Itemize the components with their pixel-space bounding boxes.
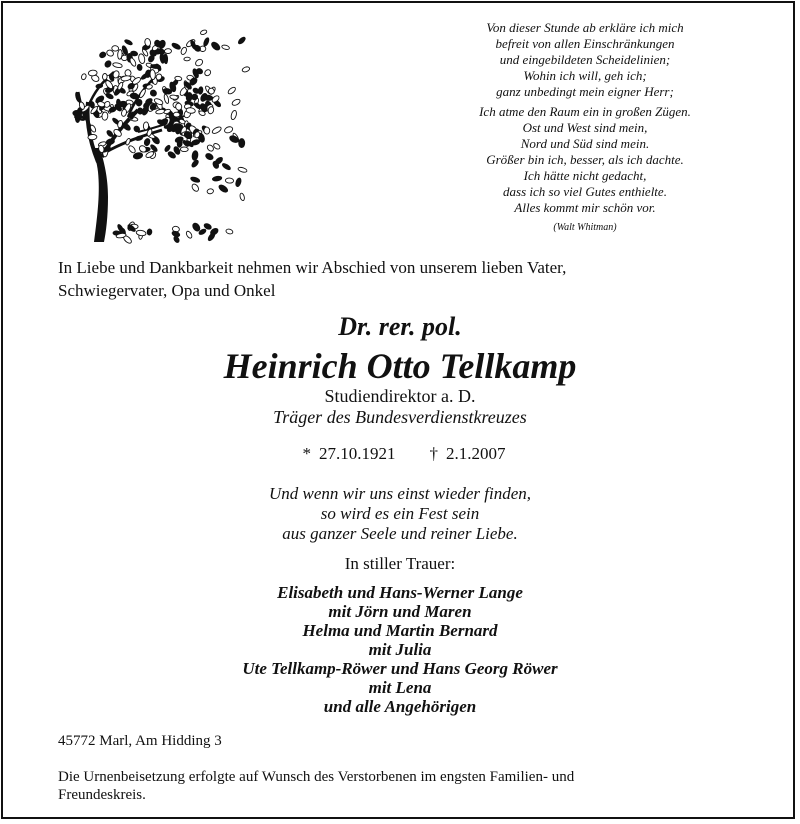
leaf-icon <box>237 166 247 173</box>
poem-line: Ich atme den Raum ein in großen Zügen. <box>479 104 691 119</box>
leaf-icon <box>239 193 245 201</box>
leaf-icon <box>147 229 152 236</box>
leaf-icon <box>112 62 122 68</box>
poem-stanza-2 <box>420 104 750 216</box>
intro-line: In Liebe und Dankbarkeit nehmen wir Abschied von unserem lieben Vater, <box>58 258 567 277</box>
burial-note <box>58 768 758 804</box>
poem-attribution: (Walt Whitman) <box>553 222 617 233</box>
leaf-icon <box>99 51 107 59</box>
mourner-line: mit Jörn und Maren <box>328 602 472 621</box>
leaf-icon <box>229 134 240 143</box>
leaf-icon <box>191 183 200 193</box>
mourning-heading: In stiller Trauer: <box>344 554 456 573</box>
address: 45772 Marl, Am Hidding 3 <box>58 733 222 749</box>
note-line: Freundeskreis. <box>58 787 146 803</box>
quote-line: Und wenn wir uns einst wieder finden, <box>268 484 532 503</box>
poem-line: befreit von allen Einschränkungen <box>495 36 675 51</box>
death-cross-icon: † <box>429 444 438 463</box>
leaf-icon <box>212 176 222 182</box>
leaf-icon <box>88 70 97 76</box>
leaf-icon <box>190 176 200 183</box>
leaf-icon <box>163 94 169 104</box>
mourner-line: Ute Tellkamp-Röwer und Hans Georg Röwer <box>242 659 558 678</box>
poem-line: ganz unbedingt mein eigner Herr; <box>496 84 674 99</box>
leaf-icon <box>184 57 191 61</box>
leaf-icon <box>231 98 241 107</box>
leaf-icon <box>104 60 112 69</box>
leaf-icon <box>105 92 114 99</box>
quote-line: aus ganzer Seele und reiner Liebe. <box>282 524 518 543</box>
leaf-icon <box>150 144 159 153</box>
leaf-icon <box>117 49 122 59</box>
role-line: Studiendirektor a. D. <box>324 386 476 406</box>
leaf-icon <box>171 42 181 50</box>
leaf-icon <box>194 102 202 109</box>
leaf-icon <box>175 103 182 111</box>
leaf-icon <box>242 66 250 73</box>
leaf-icon <box>88 134 97 140</box>
birth-date: 27.10.1921 <box>319 444 396 463</box>
leaf-icon <box>185 230 193 239</box>
leaf-icon <box>122 122 132 132</box>
leaf-icon <box>180 46 187 55</box>
leaf-icon <box>221 162 231 170</box>
leaf-icon <box>130 93 139 100</box>
intro-line: Schwiegervater, Opa und Onkel <box>58 281 276 300</box>
mourner-line: Helma und Martin Bernard <box>302 621 498 640</box>
leaf-icon <box>221 44 230 50</box>
role-line: Träger des Bundesverdienstkreuzes <box>273 407 527 427</box>
life-dates <box>0 443 800 465</box>
leaf-icon <box>102 73 107 80</box>
leaf-icon <box>200 29 208 35</box>
leaf-icon <box>140 72 149 80</box>
leaf-icon <box>150 69 156 79</box>
leaf-icon <box>235 177 242 187</box>
leaf-icon <box>203 95 213 101</box>
leaf-icon <box>149 89 157 97</box>
windblown-tree-icon <box>68 12 250 244</box>
leaf-icon <box>81 73 87 80</box>
leaf-icon <box>224 126 234 134</box>
leaf-icon <box>207 188 214 194</box>
leaf-icon <box>135 135 143 141</box>
leaf-icon <box>143 138 150 147</box>
death-date: 2.1.2007 <box>446 444 506 463</box>
leaf-icon <box>112 45 119 51</box>
leaf-icon <box>137 64 143 71</box>
mourner-line: Elisabeth und Hans-Werner Lange <box>277 583 523 602</box>
leaf-icon <box>210 41 221 52</box>
leaf-icon <box>151 64 161 69</box>
leaf-icon <box>143 122 149 130</box>
leaf-icon <box>218 184 229 194</box>
poem-line: Nord und Süd sind mein. <box>520 136 650 151</box>
mourner-line: mit Lena <box>368 678 432 697</box>
poem-stanza-1 <box>420 20 750 100</box>
leaf-icon <box>173 112 180 117</box>
leaf-icon <box>136 230 146 237</box>
intro-text <box>58 256 758 302</box>
leaf-icon <box>227 86 237 95</box>
poem-line: Ich hätte nicht gedacht, <box>523 168 647 183</box>
poem-line: und eingebildeten Scheidelinien; <box>499 52 671 67</box>
leaf-icon <box>124 39 133 46</box>
leaf-icon <box>128 145 137 154</box>
memorial-quote <box>0 484 800 544</box>
leaf-icon <box>225 178 234 184</box>
leaf-icon <box>204 127 210 134</box>
leaf-icon <box>230 110 237 120</box>
leaf-icon <box>96 83 103 88</box>
leaf-icon <box>141 105 149 116</box>
academic-title: Dr. rer. pol. <box>338 312 462 341</box>
leaf-icon <box>225 228 233 234</box>
leaf-icon <box>74 115 83 119</box>
quote-line: so wird es ein Fest sein <box>320 504 480 523</box>
mourner-line: mit Julia <box>368 640 432 659</box>
leaf-icon <box>191 159 200 168</box>
leaf-icon <box>207 232 216 242</box>
poem <box>420 20 750 236</box>
leaf-icon <box>164 49 171 54</box>
leaf-icon <box>211 126 222 135</box>
deceased-name: Heinrich Otto Tellkamp <box>223 346 577 386</box>
mourner-line: und alle Angehörigen <box>323 697 477 716</box>
leaf-icon <box>105 138 115 146</box>
leaf-icon <box>125 138 131 146</box>
poem-line: Wohin ich will, geh ich; <box>523 68 647 83</box>
poem-line: Größer bin ich, besser, als ich dachte. <box>486 152 684 167</box>
mourners-list <box>0 583 800 716</box>
leaf-icon <box>205 152 214 161</box>
poem-line: dass ich so viel Gutes enthielte. <box>503 184 667 199</box>
leaf-icon <box>75 92 81 102</box>
leaf-icon <box>129 57 137 67</box>
leaf-icon <box>203 37 210 47</box>
leaf-icon <box>102 112 108 121</box>
leaf-icon <box>198 86 204 94</box>
leaf-icon <box>239 139 245 148</box>
leaf-icon <box>204 69 212 77</box>
leaf-icon <box>180 147 188 152</box>
leaf-icon <box>237 36 246 45</box>
poem-line: Alles kommt mir schön vor. <box>514 200 656 215</box>
leaf-icon <box>106 130 114 138</box>
leaf-icon <box>194 58 204 67</box>
leaf-icon <box>191 150 198 160</box>
birth-symbol: * <box>302 444 311 463</box>
poem-line: Von dieser Stunde ab erkläre ich mich <box>486 20 684 35</box>
deceased-roles <box>0 386 800 428</box>
poem-line: Ost und West sind mein, <box>522 120 648 135</box>
note-line: Die Urnenbeisetzung erfolgte auf Wunsch des Verstorbenen im engsten Familien- und <box>58 769 575 785</box>
leaf-icon <box>171 230 180 237</box>
